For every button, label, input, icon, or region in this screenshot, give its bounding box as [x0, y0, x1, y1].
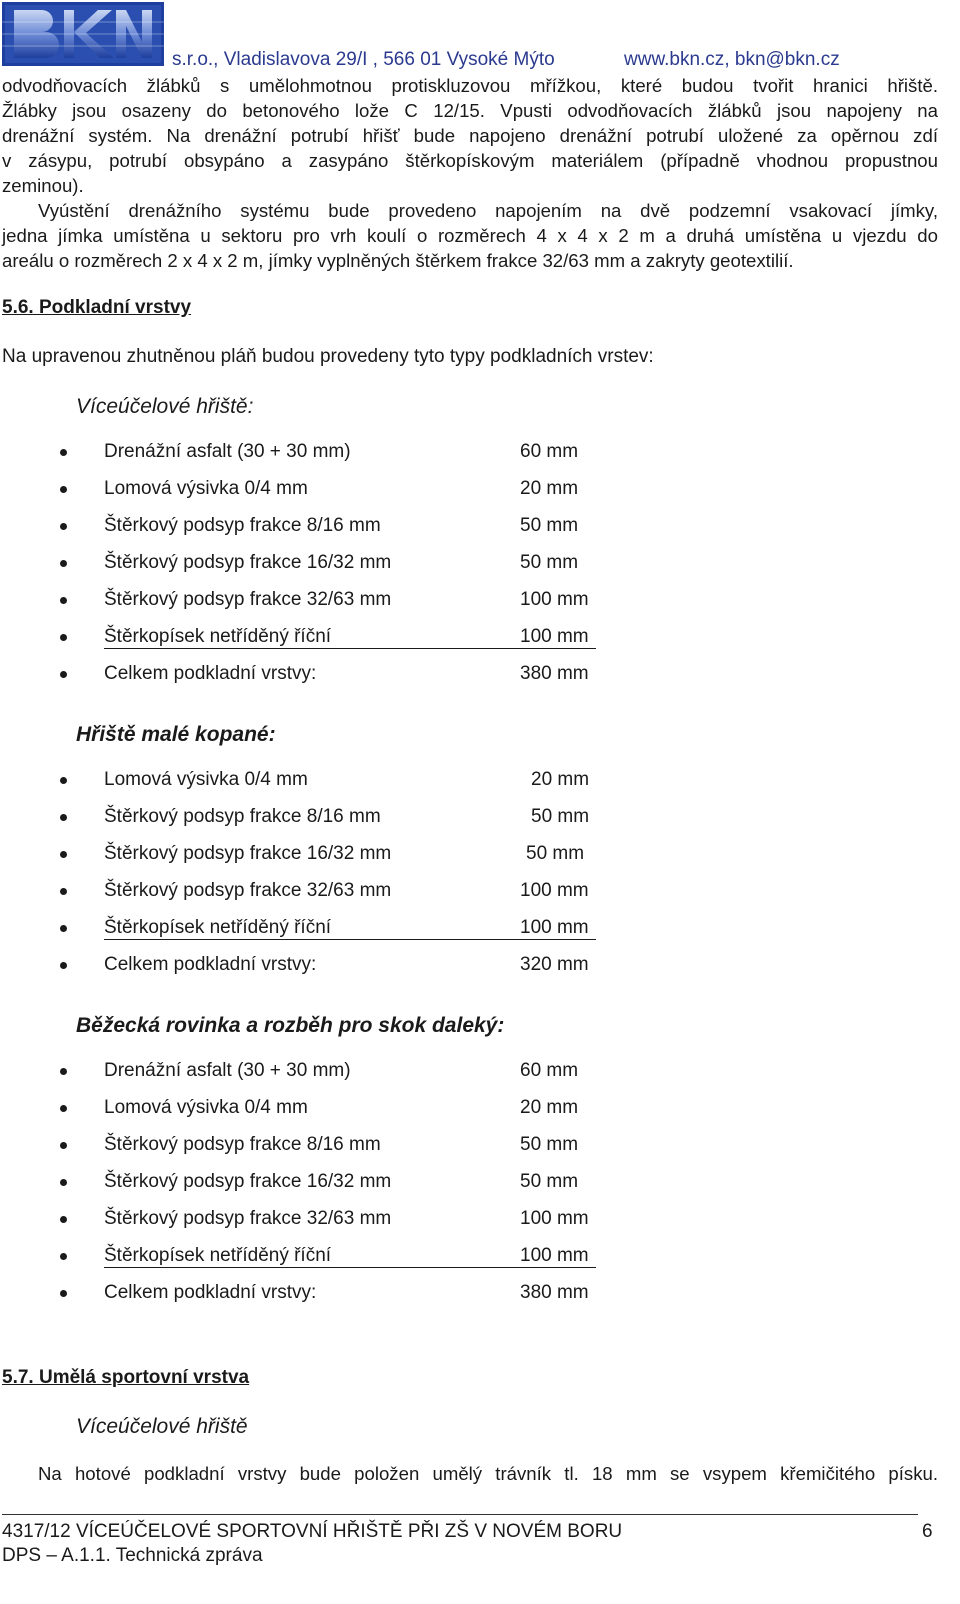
layer-thickness: 100 mm — [520, 917, 589, 938]
subtotal-underline — [104, 1267, 596, 1268]
layer-thickness: 50 mm — [526, 843, 585, 864]
contact-separator: , — [724, 49, 730, 70]
layer-item — [0, 663, 700, 700]
layer-thickness: 100 mm — [520, 626, 589, 647]
bullet-icon — [60, 560, 67, 567]
bullet-icon — [60, 671, 67, 678]
bullet-icon — [60, 523, 67, 530]
layer-label: Drenážní asfalt (30 + 30 mm) — [104, 1060, 351, 1081]
drainage-paragraph — [2, 73, 938, 198]
layer-label: Štěrkový podsyp frakce 32/63 mm — [104, 880, 392, 901]
layer-label: Štěrkový podsyp frakce 32/63 mm — [104, 1208, 392, 1229]
layer-item — [0, 1171, 700, 1208]
header-contact — [172, 49, 862, 71]
subheading-multipurpose-field-2: Víceúčelové hřiště — [76, 1415, 248, 1438]
section-heading-5-6: 5.6. Podkladní vrstvy — [2, 297, 192, 318]
layer-thickness: 380 mm — [520, 1282, 589, 1303]
layer-thickness: 100 mm — [520, 1208, 589, 1229]
layer-label: Štěrkový podsyp frakce 8/16 mm — [104, 1134, 381, 1155]
layer-item — [0, 1208, 700, 1245]
company-web[interactable]: www.bkn.cz — [624, 49, 725, 70]
layer-thickness: 320 mm — [520, 954, 589, 975]
layer-label: Drenážní asfalt (30 + 30 mm) — [104, 441, 351, 462]
bullet-icon — [60, 597, 67, 604]
layer-item — [0, 880, 700, 917]
layer-item — [0, 954, 700, 991]
bullet-icon — [60, 814, 67, 821]
layer-thickness: 60 mm — [520, 441, 579, 462]
subheading-running-track: Běžecká rovinka a rozběh pro skok daleký: — [76, 1014, 505, 1037]
layer-thickness: 50 mm — [520, 552, 579, 573]
layer-label: Štěrkový podsyp frakce 32/63 mm — [104, 589, 392, 610]
layer-label: Štěrkový podsyp frakce 16/32 mm — [104, 843, 392, 864]
bullet-icon — [60, 634, 67, 641]
footer-document-name: DPS – A.1.1. Technická zpráva — [2, 1545, 263, 1566]
paragraph-line: Na hotové podkladní vrstvy bude položen umělý trávník tl. 18 mm se vsypem křemičitého písku. — [38, 1463, 938, 1484]
bullet-icon — [60, 1290, 67, 1297]
layer-list-running-track — [0, 1060, 700, 1319]
layer-item — [0, 515, 700, 552]
layer-label: Lomová výsivka 0/4 mm — [104, 1097, 308, 1118]
bullet-icon — [60, 1142, 67, 1149]
bullet-icon — [60, 1179, 67, 1186]
layer-item — [0, 626, 700, 663]
layer-thickness: 50 mm — [520, 1171, 579, 1192]
subheading-multipurpose-field: Víceúčelové hřiště: — [76, 395, 254, 418]
layer-item — [0, 478, 700, 515]
bullet-icon — [60, 486, 67, 493]
layer-label: Štěrkový podsyp frakce 8/16 mm — [104, 515, 381, 536]
subtotal-underline — [104, 648, 596, 649]
page-number: 6 — [922, 1521, 933, 1542]
bullet-icon — [60, 888, 67, 895]
bullet-icon — [60, 851, 67, 858]
layer-thickness: 20 mm — [520, 478, 579, 499]
section-heading-5-7: 5.7. Umělá sportovní vrstva — [2, 1367, 250, 1388]
company-logo — [2, 2, 164, 66]
bullet-icon — [60, 449, 67, 456]
section-intro: Na upravenou zhutněnou pláň budou provedeny tyto typy podkladních vrstev: — [2, 346, 654, 367]
layer-label: Štěrkopísek netříděný říční — [104, 1245, 332, 1266]
footer-project-title: 4317/12 VÍCEÚČELOVÉ SPORTOVNÍ HŘIŠTĚ PŘI ZŠ V NOVÉM BORU — [2, 1521, 623, 1542]
layer-label: Štěrkový podsyp frakce 8/16 mm — [104, 806, 381, 827]
bullet-icon — [60, 777, 67, 784]
layer-thickness: 380 mm — [520, 663, 589, 684]
bullet-icon — [60, 962, 67, 969]
layer-label: Lomová výsivka 0/4 mm — [104, 769, 308, 790]
subtotal-underline — [104, 939, 596, 940]
layer-label: Štěrkový podsyp frakce 16/32 mm — [104, 552, 392, 573]
layer-item — [0, 552, 700, 589]
bkn-logo-graphic — [2, 2, 164, 66]
bullet-icon — [60, 925, 67, 932]
layer-item — [0, 1097, 700, 1134]
layer-thickness: 100 mm — [520, 589, 589, 610]
layer-thickness: 50 mm — [520, 515, 579, 536]
bullet-icon — [60, 1105, 67, 1112]
layer-thickness: 100 mm — [520, 880, 589, 901]
subheading-small-football: Hřiště malé kopané: — [76, 723, 276, 746]
layer-thickness: 50 mm — [520, 1134, 579, 1155]
layer-item — [0, 843, 700, 880]
paragraph-line: jedna jímka umístěna u sektoru pro vrh koulí o rozměrech 4 x 4 x 2 m a druhá umístěna u vjezdu do — [2, 225, 938, 246]
paragraph-line: Žlábky jsou osazeny do betonového lože C 12/15. Vpusti odvodňovacích žlábků jsou napojeny na — [2, 100, 938, 121]
turf-paragraph — [38, 1461, 938, 1486]
layer-item — [0, 769, 700, 806]
bullet-icon — [60, 1253, 67, 1260]
layer-label: Štěrkový podsyp frakce 16/32 mm — [104, 1171, 392, 1192]
layer-label: Celkem podkladní vrstvy: — [104, 1282, 317, 1303]
bullet-icon — [60, 1068, 67, 1075]
paragraph-line: v zásypu, potrubí obsypáno a zasypáno štěrkopískovým materiálem (případně vhodnou propustnou — [2, 150, 938, 171]
layer-label: Celkem podkladní vrstvy: — [104, 663, 317, 684]
outlet-paragraph — [2, 198, 938, 273]
company-web-email — [624, 49, 840, 71]
layer-item — [0, 1060, 700, 1097]
layer-label: Štěrkopísek netříděný říční — [104, 917, 332, 938]
layer-thickness: 20 mm — [531, 769, 590, 790]
layer-item — [0, 1282, 700, 1319]
paragraph-line: drenážní systém. Na drenážní potrubí hřišť bude napojeno drenážní potrubí uložené za opěrnou zdí — [2, 125, 938, 146]
paragraph-line: Vyústění drenážního systému bude provedeno napojením na dvě podzemní vsakovací jímky, — [38, 200, 938, 221]
layer-item — [0, 917, 700, 954]
company-email[interactable]: bkn@bkn.cz — [734, 49, 840, 70]
paragraph-line: areálu o rozměrech 2 x 4 x 2 m, jímky vyplněných štěrkem frakce 32/63 mm a zakryty geotextilií. — [2, 250, 794, 271]
layer-item — [0, 589, 700, 626]
layer-thickness: 60 mm — [520, 1060, 579, 1081]
layer-item — [0, 1134, 700, 1171]
layer-thickness: 20 mm — [520, 1097, 579, 1118]
bullet-icon — [60, 1216, 67, 1223]
layer-thickness: 100 mm — [520, 1245, 589, 1266]
footer-divider — [2, 1514, 918, 1515]
layer-item — [0, 1245, 700, 1282]
layer-list-small-football — [0, 769, 700, 991]
company-address: s.r.o., Vladislavova 29/I , 566 01 Vysoké Mýto — [172, 49, 555, 70]
layer-item — [0, 441, 700, 478]
layer-label: Štěrkopísek netříděný říční — [104, 626, 332, 647]
layer-list-multipurpose — [0, 441, 700, 700]
paragraph-line: zeminou). — [2, 175, 84, 196]
layer-item — [0, 806, 700, 843]
layer-thickness: 50 mm — [531, 806, 590, 827]
layer-label: Lomová výsivka 0/4 mm — [104, 478, 308, 499]
paragraph-line: odvodňovacích žlábků s umělohmotnou protiskluzovou mřížkou, které budou tvořit hranici hřiště. — [2, 75, 938, 96]
layer-label: Celkem podkladní vrstvy: — [104, 954, 317, 975]
